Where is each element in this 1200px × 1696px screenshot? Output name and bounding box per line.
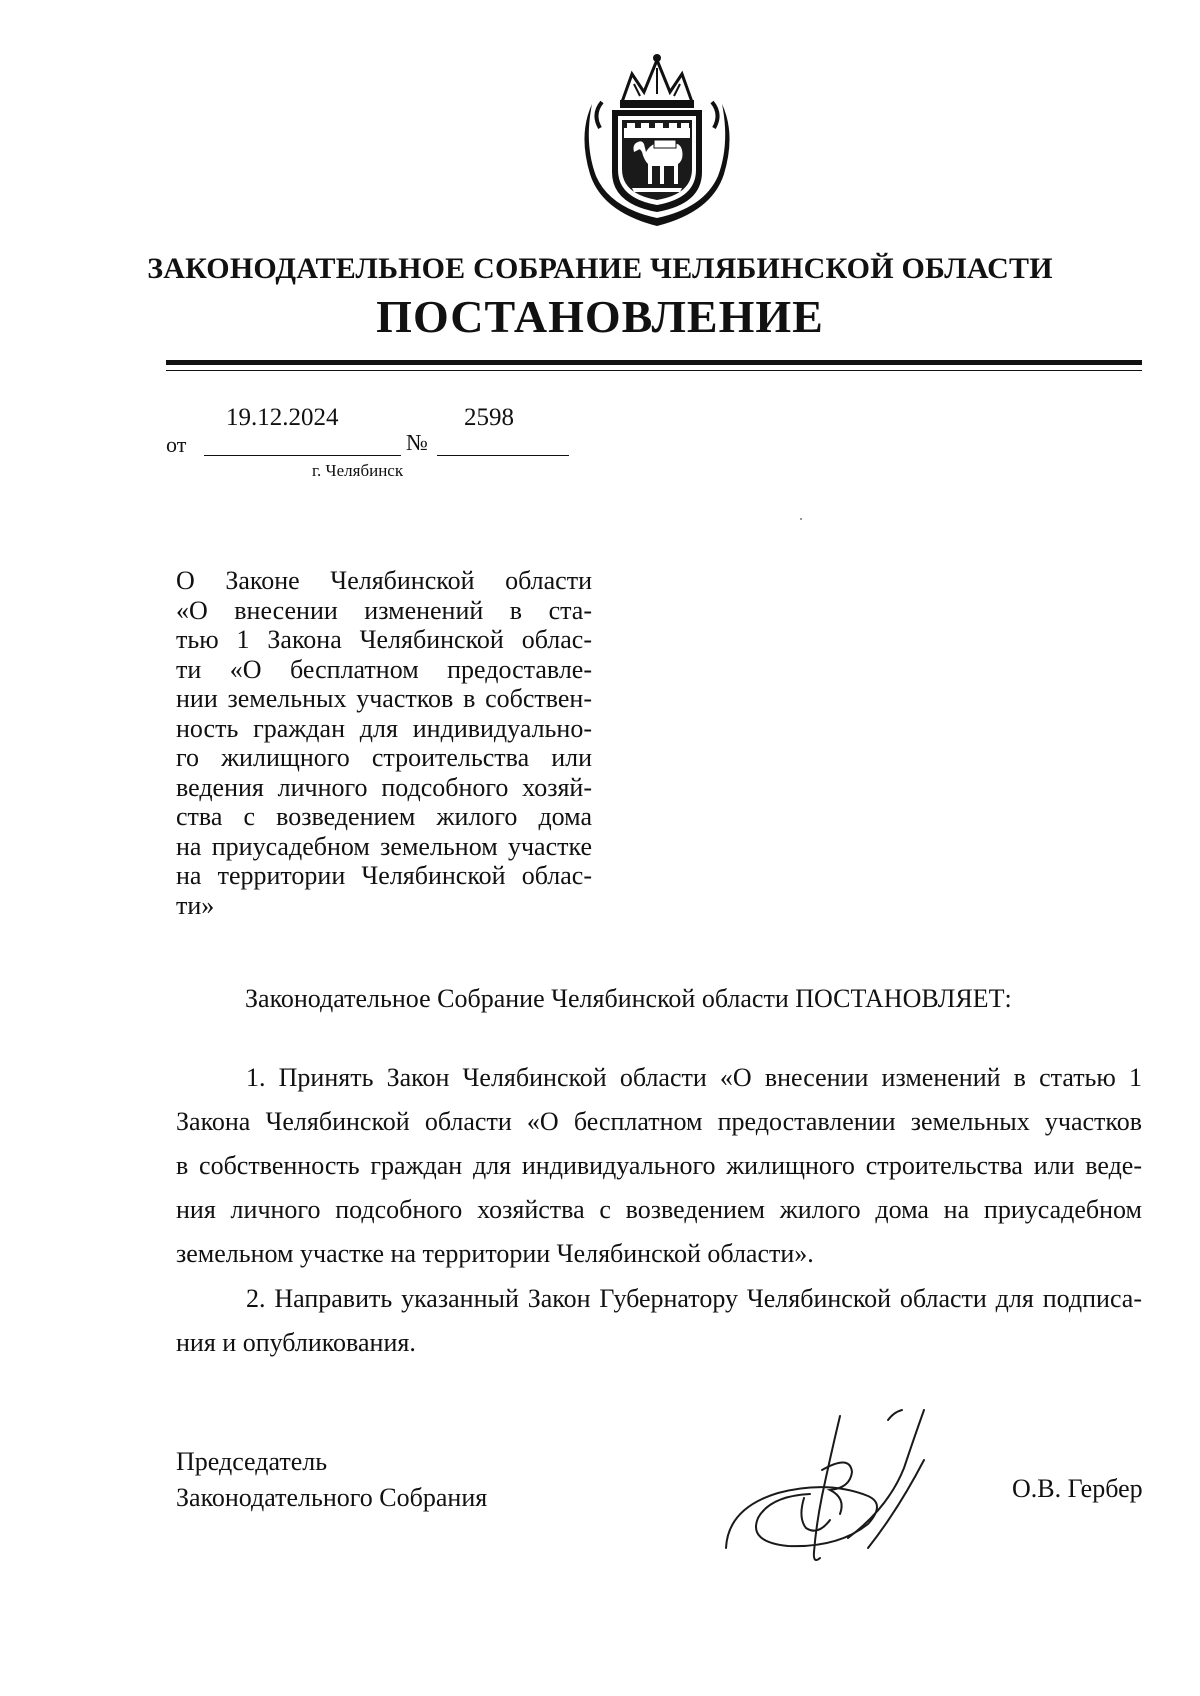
subject-line: «О внесении изменений в ста-	[176, 595, 592, 625]
subject-line: ства с возведением жилого дома	[176, 802, 592, 831]
position-line: Председатель	[176, 1447, 328, 1476]
scan-speck	[800, 518, 802, 520]
resolution-statement: Законодательное Собрание Челябинской области ПОСТАНОВЛЯЕТ:	[245, 984, 1012, 1013]
item-line: в собственность граждан для индивидуального жилищного строительства или веде-	[176, 1151, 1142, 1180]
header-rule-thick	[166, 360, 1142, 365]
organization-title: ЗАКОНОДАТЕЛЬНОЕ СОБРАНИЕ ЧЕЛЯБИНСКОЙ ОБЛАСТИ	[147, 252, 1053, 285]
subject-line: ти «О бесплатном предоставле-	[176, 654, 592, 684]
subject-line: тью 1 Закона Челябинской облас-	[176, 625, 592, 654]
subject-line: ведения личного подсобного хозяй-	[176, 772, 592, 802]
subject-line: О Законе Челябинской области	[176, 566, 592, 595]
document-number: 2598	[464, 404, 514, 431]
signatory-position	[176, 1444, 487, 1516]
subject-line: на приусадебном земельном участке	[176, 831, 592, 861]
resolution-item-2	[176, 1277, 1142, 1365]
resolution-item-1	[176, 1056, 1142, 1276]
item-line: 2. Направить указанный Закон Губернатору Челябинской области для подписа-	[246, 1284, 1142, 1313]
subject-line: го жилищного строительства или	[176, 743, 592, 772]
number-label: №	[406, 430, 428, 455]
item-line: 1. Принять Закон Челябинской области «О внесении изменений в статью 1	[246, 1063, 1142, 1092]
item-line: Закона Челябинской области «О бесплатном предоставлении земельных участков	[176, 1107, 1142, 1136]
item-line: ния личного подсобного хозяйства с возведением жилого дома на приусадебном	[176, 1195, 1142, 1224]
subject-line: нии земельных участков в собствен-	[176, 684, 592, 713]
document-subject	[176, 566, 592, 920]
subject-line: ти»	[176, 890, 215, 920]
subject-line: ность граждан для индивидуально-	[176, 713, 592, 743]
subject-line: на территории Челябинской облас-	[176, 861, 592, 890]
coat-of-arms-emblem	[572, 44, 742, 228]
document-type-heading: ПОСТАНОВЛЕНИЕ	[376, 291, 824, 342]
date-from-label: от	[166, 432, 187, 457]
date-underline	[204, 455, 401, 456]
header-rule-thin	[166, 370, 1142, 371]
number-underline	[437, 455, 569, 456]
item-line: ния и опубликования.	[176, 1328, 416, 1357]
issue-city: г. Челябинск	[312, 461, 404, 480]
position-line: Законодательного Собрания	[176, 1483, 488, 1512]
signatory-name: О.В. Гербер	[1012, 1474, 1143, 1503]
document-date: 19.12.2024	[226, 404, 339, 431]
handwritten-signature	[718, 1398, 958, 1573]
item-line: земельном участке на территории Челябинской области».	[176, 1239, 814, 1268]
